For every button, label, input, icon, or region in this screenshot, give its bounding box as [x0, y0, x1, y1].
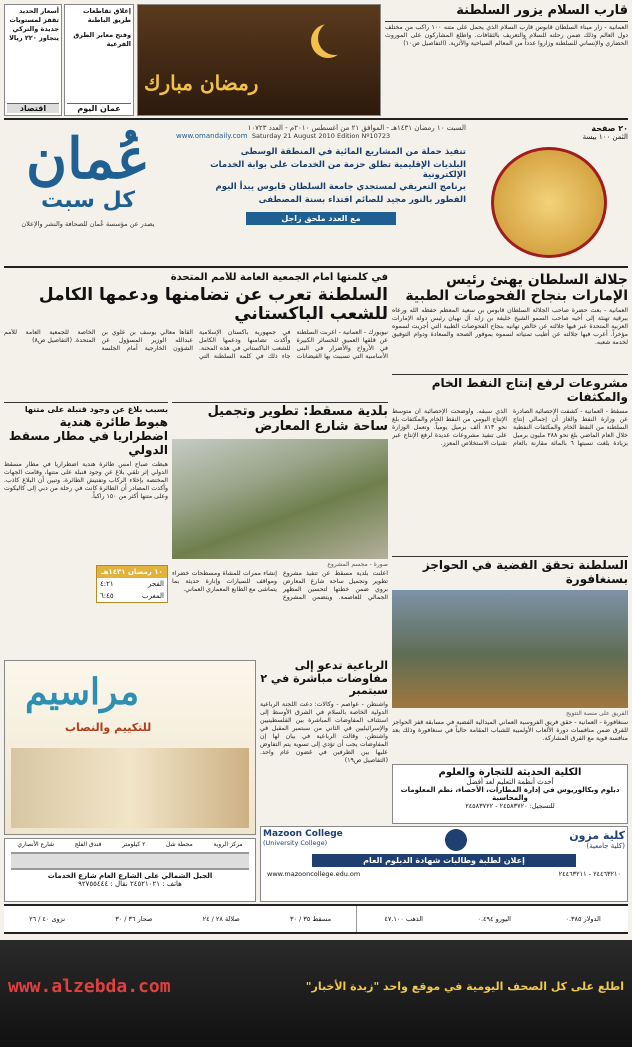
college-tagline: أحدث أنظمة التعليم لغد أفضل: [466, 778, 554, 786]
oil-headline[interactable]: مشروعات لرفع إنتاج النفط الخام والمكثفات: [431, 376, 628, 404]
weather-cell: مسقط ٣٥ / ٣٠: [289, 915, 332, 923]
emblem-icon: [491, 147, 607, 258]
lead-right-story: [392, 272, 628, 372]
marasim-sub: للتكييم والنصاب: [65, 721, 152, 734]
mazoon-en-sub: (University College): [263, 839, 328, 847]
economy-label[interactable]: اقتصاد: [7, 103, 59, 113]
prayer-value: ٦:٤٥: [100, 591, 114, 600]
municipality-headline[interactable]: بلدية مسقط: تطوير وتجميل ساحة شارع المعارض: [207, 404, 388, 434]
masthead: [4, 118, 628, 268]
oman-today-box: [64, 4, 134, 116]
highlight-item[interactable]: الفطور بالنور مجيد للصائم اقتداء بسنة المصطفى: [258, 195, 466, 206]
info-bar: [4, 904, 628, 934]
logo-subtitle: كل سبت: [41, 188, 135, 213]
website[interactable]: www.omandaily.com: [176, 132, 248, 140]
oil-body: مسقط - العمانية - كشفت الإحصائية الصادرة عن وزارة النفط والغاز أن إجمالي إنتاج السلطنة من النفط الخام والمكثفات النفطية خلال العام الماضي بلغ نحو ٢٨٨ مليون برميل بزيادة بلغت نسبتها ٦ بالمائة مقارنة بالعام الذي سبقه. وأوضحت الإحصائية أن متوسط الإنتاج اليومي من النفط الخام والمكثفات بلغ نحو ٨١٣ ألف برميل يومياً. وتعمل الوزارة على تنفيذ مشروعات عديدة لرفع الإنتاج عبر تقنيات الاستخلاص المعزز.: [392, 407, 628, 447]
equestrian-headline[interactable]: السلطنة تحقق الفضية في الحواجز بسنغافورة: [422, 558, 628, 586]
mazoon-ar-sub: (كلية جامعية): [586, 842, 625, 850]
plane-body: هبطت صباح أمس طائرة هندية اضطرارياً في مطار مسقط الدولي إثر تلقي بلاغ عن وجود قنبلة على متنها، وقامت الجهات المختصة بإخلاء الركاب وتفتيش الطائرة، وتبين أن البلاغ كاذب. وأكدت المصادر أن الطائرة كانت في رحلة من دبي إلى كاليكوت وعلى متنها أكثر من ١٥٠ راكباً.: [4, 460, 168, 500]
highlights-list: [176, 148, 466, 206]
plane-story: [4, 402, 168, 657]
logo-title: عُمان: [26, 126, 150, 192]
highlight-item[interactable]: برنامج التعريفي لمستجدي جامعة السلطان قابوس يبدأ اليوم: [215, 182, 466, 193]
mazoon-ar: [569, 829, 625, 851]
currency-cell: الذهب ٤٧.١٠٠: [384, 915, 423, 923]
quartet-headline[interactable]: الرباعية تدعو إلى مفاوضات مباشرة في ٢ سبتمبر: [260, 660, 388, 698]
mazoon-logo-icon: [445, 829, 467, 851]
lead-left-body: نيويورك - العمانية - أعربت السلطنة عن قلقها العميق للخسائر الكبيرة في الأرواح والأضرار في البنى الأساسية التي تسببت بها الفيضانات في جمهورية باكستان الإسلامية وأكدت تضامنها ودعمها الكامل للشعب الباكستاني في هذه المحنة. جاء ذلك في كلمة السلطنة التي ألقاها معالي يوسف بن علوي بن عبدالله الوزير المسؤول عن الشؤون الخارجية أمام الجلسة الخاصة للجمعية العامة للأمم المتحدة. (التفاصيل ص٨): [4, 328, 388, 360]
lead-left-kicker: في كلمتها أمام الجمعية العامة للأمم المتحدة: [170, 272, 388, 283]
logo[interactable]: [4, 124, 172, 264]
mazoon-en: [263, 829, 343, 851]
plane-headline[interactable]: هبوط طائرة هندية اضطراريا في مطار مسقط الدولي: [8, 415, 168, 457]
footer-slogan: اطلع على كل الصحف اليومية في موقع واحد "زبدة الأخبار": [305, 980, 624, 993]
municipality-caption: صورة - مجسم المشروع: [327, 560, 388, 568]
mazoon-web[interactable]: www.mazooncollege.edu.om: [267, 870, 361, 878]
municipality-story: [172, 402, 388, 657]
weather-cell: صلالة ٢٨ / ٢٤: [202, 915, 240, 923]
map-label: محطة شل: [166, 841, 193, 848]
map-road: [11, 852, 249, 870]
currency-section: [356, 906, 628, 932]
currency-cell: الدولار ٠.٣٨٥: [565, 915, 601, 923]
issue-info: [176, 124, 466, 132]
oman-today-label[interactable]: عمان اليوم: [67, 103, 131, 113]
college-phone: للتسجيل: ٢٤٥٨٣٧٢٠ - ٢٤٥٨٣٧٢٢: [465, 802, 555, 810]
divider: [385, 21, 628, 22]
ramadan-ad-caption: رمضان مبارك: [144, 71, 259, 95]
mazoon-offer: إعلان لطلبة وطالبات شهادة الدبلوم العام: [312, 854, 576, 867]
prayer-row: [97, 590, 167, 602]
top-right-body: العمانية - زار ميناء السلطان قابوس قارب السلام الذي يحمل على متنه ١٠٠ راكب من مختلف دول العالم وذلك ضمن رحلته للسلام والتعريف بالثقافات. واطلع المشاركون على الموروث الحضاري والإنساني للسلطنة وزاروا عدداً من المعالم السياحية والأثرية. (التفاصيل ص١٠): [385, 23, 628, 47]
marasim-title: مراسيم: [25, 671, 140, 713]
college-programs: دبلوم وبكالوريوس في إدارة المطارات، الأحصاء، نظم المعلومات والمحاسبة: [400, 786, 620, 802]
oil-story: [392, 374, 628, 552]
map-label: ٢ كيلومتر: [122, 841, 146, 848]
economy-box: [4, 4, 62, 116]
map-label: مركز الروية: [213, 841, 243, 848]
top-right-story: [385, 4, 628, 116]
lead-right-body: العمانية - بعث حضرة صاحب الجلالة السلطان قابوس بن سعيد المعظم حفظه الله ورعاه ببرقية تهنئة إلى أخيه صاحب السمو الشيخ خليفة بن زايد آل نهيان رئيس دولة الإمارات العربية المتحدة عبر فيها جلالته عن خالص تهانيه بنجاح الفحوصات الطبية التي أجريت لسموه مؤخراً. أعرب فيها جلالته عن أطيب تمنياته لسموه بموفور الصحة والسعادة ودوام التوفيق لخدمة شعبه.: [392, 307, 628, 347]
highlight-item[interactable]: البلديات الإقليمية تطلق حزمة من الخدمات على بوابة الخدمات الإلكترونية: [210, 159, 466, 180]
equestrian-photo: [392, 590, 628, 708]
masthead-right: [470, 124, 628, 264]
mazoon-en-title: Mazoon College: [263, 829, 343, 839]
crescent-icon: [318, 21, 352, 55]
prayer-label: الفجر: [148, 579, 164, 588]
map-labels: [5, 839, 255, 850]
currency-cell: اليورو ٠.٤٩٤: [477, 915, 511, 923]
highlight-item[interactable]: تنفيذ حملة من المشاريع المائية في المنطقة الوسطى: [240, 147, 466, 157]
map-footer: الجبل الشمالي على الشارع العام شارع الخدمات: [47, 872, 213, 880]
mazoon-ar-title: كلية مزون: [569, 829, 625, 842]
oman-today-menu-1: إغلاق تقاطعات طريق الباطنة: [82, 7, 131, 24]
prayer-label: المغرب: [142, 591, 164, 600]
publisher-line: يصدر عن مؤسسة عُمان للصحافة والنشر والإعلان: [21, 220, 155, 228]
weather-section: [4, 906, 356, 932]
price-label: الثمن ١٠٠ بيسة: [582, 133, 628, 141]
weather-cell: صحار ٣٦ / ٣٠: [115, 915, 153, 923]
lead-left-story: [4, 272, 388, 400]
mazoon-ad[interactable]: [260, 826, 628, 902]
map-ad[interactable]: [4, 838, 256, 902]
date-line: السبت ١٠ رمضان ١٤٣١هـ - الموافق ٢١ من أغسطس ٢٠١٠م - العدد ١٠٧٢٣: [247, 124, 466, 132]
quartet-body: واشنطن - عواصم - وكالات: دعت اللجنة الرباعية الدولية الخاصة بالسلام في الشرق الأوسط إلى استئناف المفاوضات المباشرة بين الفلسطينيين والإسرائيليين في الثاني من سبتمبر المقبل في واشنطن. وقالت الرباعية في بيان لها إن المفاوضات يجب أن تؤدي إلى تسوية يتم التفاوض عليها بين الطرفين في غضون عام واحد. (التفاصيل ص١٩): [260, 700, 388, 764]
top-right-headline[interactable]: قارب السلام يزور السلطنة: [456, 4, 628, 18]
map-label: شارع الأنصاري: [17, 841, 54, 848]
ramadan-ad: [137, 4, 381, 116]
college-name: الكلية الحديثة للتجارة والعلوم: [438, 767, 582, 778]
footer-banner[interactable]: [0, 940, 632, 1047]
lead-left-headline[interactable]: السلطنة تعرب عن تضامنها ودعمها الكامل للشعب الباكستاني: [38, 284, 388, 325]
oman-today-menu-2: وفتح معابر الطرق الفرعية: [73, 31, 131, 48]
date-line-en: Saturday 21 August 2010 Edition Nº10723: [251, 132, 391, 140]
plane-kicker: بسبب بلاغ عن وجود قنبلة على متنها: [24, 405, 168, 414]
masthead-middle: [176, 124, 466, 264]
map-label: فندق الفلج: [74, 841, 102, 848]
economy-menu: أسعار الحديد تقفز لمستويات جديدة والتركي يتجاوز ٢٢٠ ريالا: [9, 7, 59, 42]
issue-count: [470, 124, 628, 133]
municipality-photo: [172, 439, 388, 559]
mazoon-phone: ٢٤٤٦٣٢١٠ - ٢٤٤٦٣٢١١: [558, 870, 621, 878]
equestrian-caption: الفريق على منصة التتويج: [565, 709, 628, 717]
top-strip: [4, 4, 628, 116]
supplement-badge[interactable]: مع العدد ملحق زاجل: [246, 212, 396, 225]
college-ad[interactable]: [392, 764, 628, 824]
equestrian-body: سنغافورة - العمانية - حقق فريق الفروسية العماني الميدالية الفضية في مسابقة قفز الحواجز للفرق ضمن منافسات دورة الألعاب الأولمبية للشباب المقامة حالياً في سنغافورة وذلك بعد منافسة قوية مع الفرق المشاركة.: [392, 718, 628, 742]
map-phone: هاتف : ٢٤٥٢١٠٢١ نقال : ٩٢٧٥٥٤٤٤: [78, 880, 182, 888]
marasim-photo: [11, 748, 249, 828]
lead-right-headline[interactable]: جلالة السلطان يهنئ رئيس الإمارات بنجاح الفحوصات الطبية: [405, 272, 628, 305]
prayer-value: ٤:٢١: [100, 579, 114, 588]
footer-site[interactable]: www.alzebda.com: [8, 976, 171, 997]
equestrian-story: [392, 556, 628, 761]
municipality-body: أعلنت بلدية مسقط عن تنفيذ مشروع تطوير وتجميل ساحة شارع المعارض بروي ضمن خطتها لتحسين المظهر الجمالي للعاصمة. ويتضمن المشروع إنشاء ممرات للمشاة ومسطحات خضراء ومواقف للسيارات وإنارة حديثة بما يتماشى مع الطابع المعماري العماني.: [172, 569, 388, 601]
prayer-box: [96, 565, 168, 603]
marasim-ad[interactable]: [4, 660, 256, 835]
weather-cell: نزوى ٤٠ / ٢٦: [29, 915, 66, 923]
prayer-title: ١٠ رمضان ١٤٣١هـ: [97, 566, 167, 578]
pages-label: ٢٠ صفحة: [591, 124, 628, 133]
prayer-row: [97, 578, 167, 590]
